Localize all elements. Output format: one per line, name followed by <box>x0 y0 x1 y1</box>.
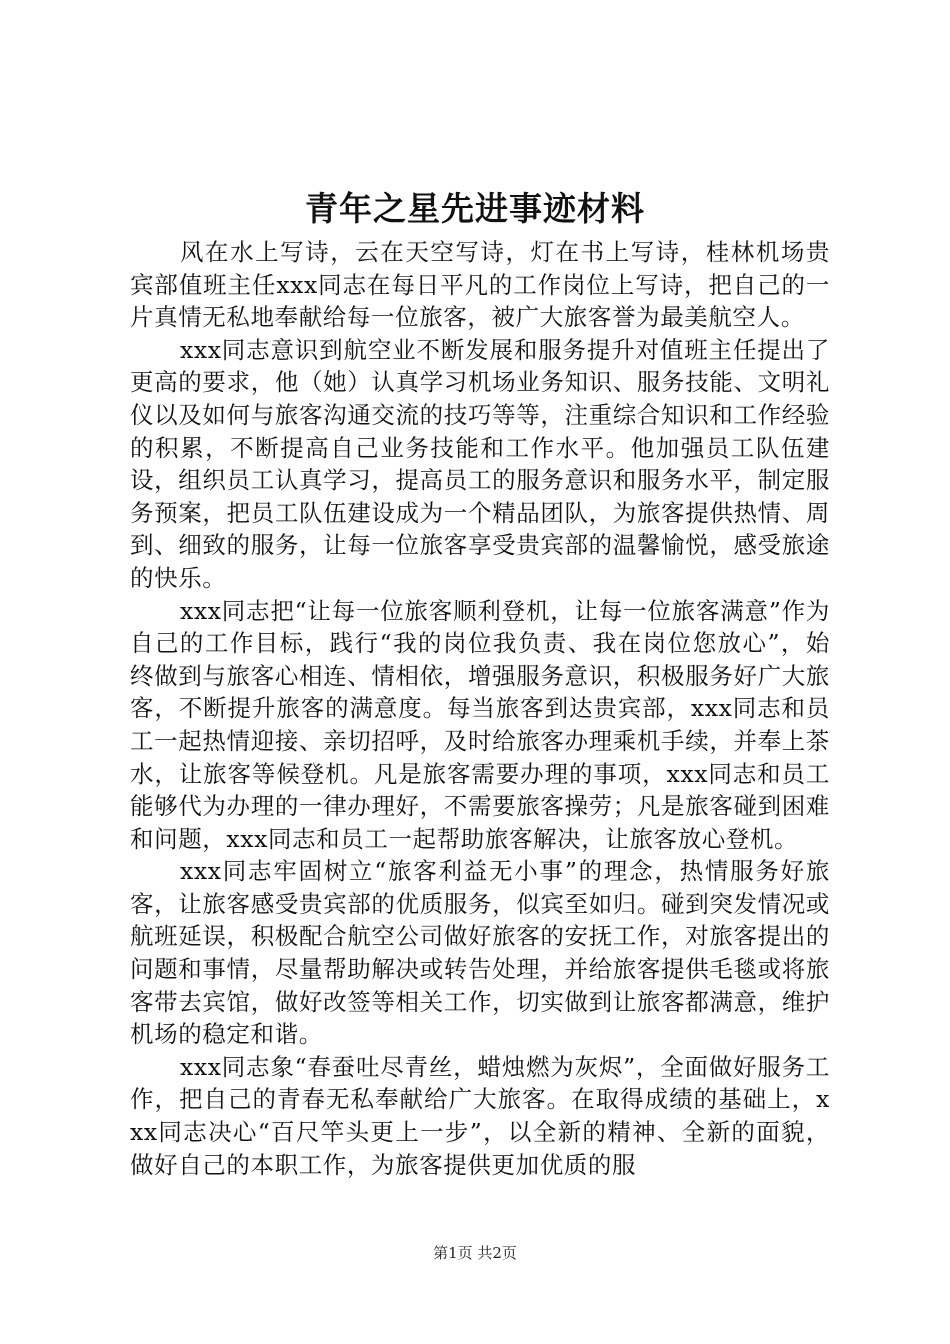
paragraph-4: xxx同志牢固树立“旅客利益无小事”的理念，热情服务好旅客，让旅客感受贵宾部的优质服务，似宾至如归。碰到突发情况或航班延误，积极配合航空公司做好旅客的安抚工作，对旅客提出的问题和事情，尽量帮助解决或转告处理，并给旅客提供毛毯或将旅客带去宾馆，做好改签等相关工作，切实做到让旅客都满意，维护机场的稳定和谐。 <box>130 857 830 1049</box>
paragraph-3: xxx同志把“让每一位旅客顺利登机，让每一位旅客满意”作为自己的工作目标，践行“我的岗位我负责、我在岗位您放心”，始终做到与旅客心相连、情相依，增强服务意识，积极服务好广大旅客，不断提升旅客的满意度。每当旅客到达贵宾部，xxx同志和员工一起热情迎接、亲切招呼，及时给旅客办理乘机手续，并奉上茶水，让旅客等候登机。凡是旅客需要办理的事项，xxx同志和员工能够代为办理的一律办理好，不需要旅客操劳；凡是旅客碰到困难和问题，xxx同志和员工一起帮助旅客解决，让旅客放心登机。 <box>130 596 830 853</box>
paragraph-1: 风在水上写诗，云在天空写诗，灯在书上写诗，桂林机场贵宾部值班主任xxx同志在每日平凡的工作岗位上写诗，把自己的一片真情无私地奉献给每一位旅客，被广大旅客誉为最美航空人。 <box>130 238 830 332</box>
paragraph-5: xxx同志象“春蚕吐尽青丝，蜡烛燃为灰烬”，全面做好服务工作，把自己的青春无私奉献给广大旅客。在取得成绩的基础上，xxx同志决心“百尺竿头更上一步”，以全新的精神、全新的面貌，做好自己的本职工作，为旅客提供更加优质的服 <box>130 1052 830 1179</box>
document-body <box>130 236 830 1181</box>
page-number-footer: 第1页 共2页 <box>433 1244 517 1262</box>
document-title: 青年之星先进事迹材料 <box>305 189 645 228</box>
paragraph-2: xxx同志意识到航空业不断发展和服务提升对值班主任提出了更高的要求，他（她）认真学习机场业务知识、服务技能、文明礼仪以及如何与旅客沟通交流的技巧等等，注重综合知识和工作经验的积累，不断提高自己业务技能和工作水平。他加强员工队伍建设，组织员工认真学习，提高员工的服务意识和服务水平，制定服务预案，把员工队伍建设成为一个精品团队，为旅客提供热情、周到、细致的服务，让每一位旅客享受贵宾部的温馨愉悦，感受旅途的快乐。 <box>130 335 830 592</box>
